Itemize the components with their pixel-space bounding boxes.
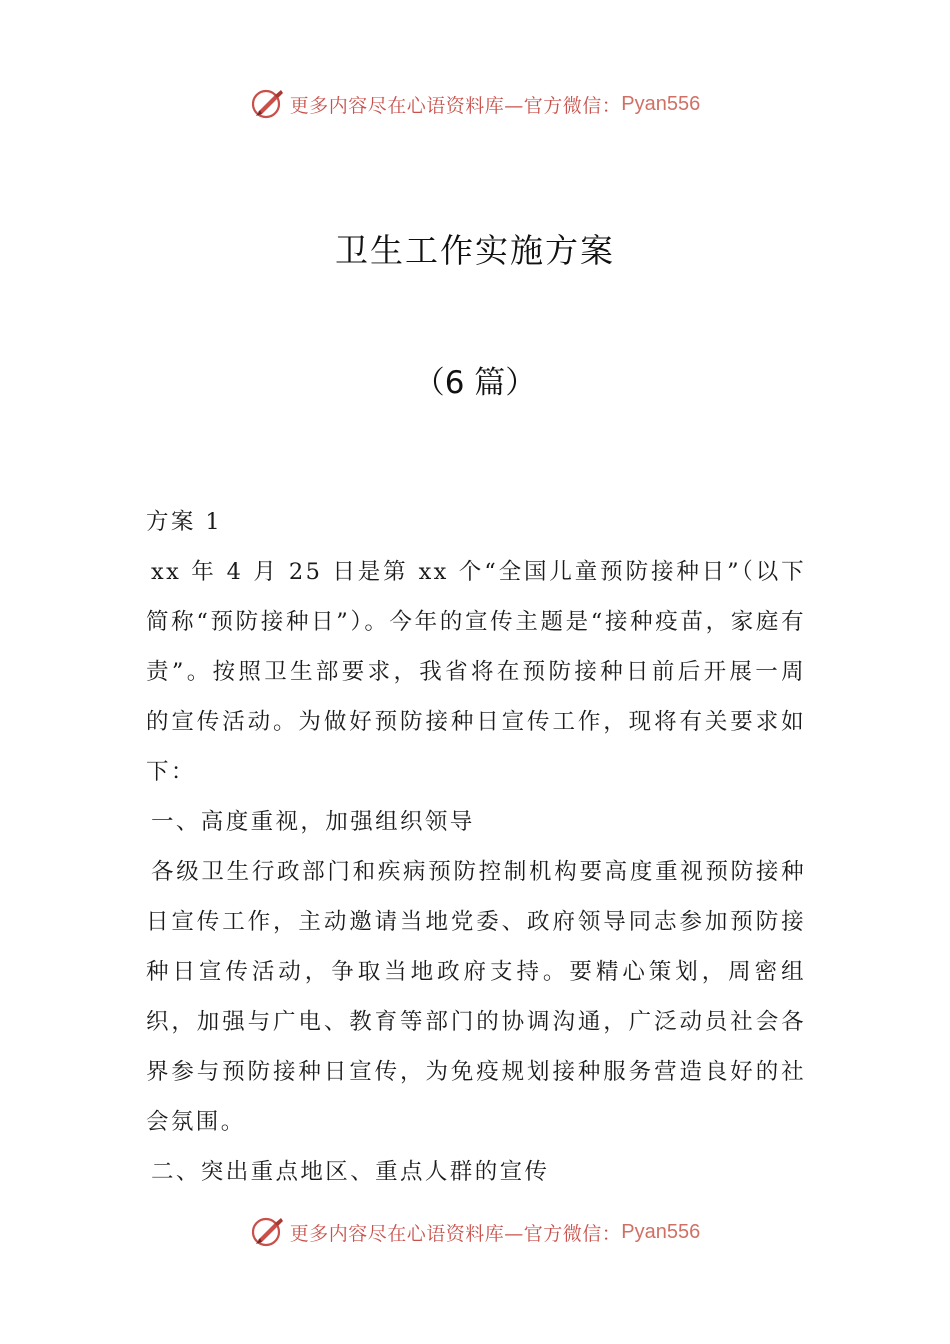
document-title: 卫生工作实施方案	[335, 231, 615, 270]
pen-logo-icon	[250, 1214, 286, 1250]
section-heading: 一、高度重视，加强组织领导	[151, 809, 475, 835]
paragraph: xx 年 4 月 25 日是第 xx 个“全国儿童预防接种日”（以下简称“预防接种日”）。今年的宣传主题是“接种疫苗，家庭有责”。按照卫生部要求，我省将在预防接种日前后开展一周的宣传活动。为做好预防接种日宣传工作，现将有关要求如下：	[146, 559, 806, 785]
watermark-wechat-id: Pyan556	[621, 92, 701, 115]
watermark-wechat-id: Pyan556	[621, 1220, 701, 1243]
watermark-text: 更多内容尽在心语资料库—官方微信：	[289, 94, 622, 117]
paragraph: 各级卫生行政部门和疾病预防控制机构要高度重视预防接种日宣传工作，主动邀请当地党委、政府领导同志参加预防接种日宣传活动，争取当地政府支持。要精心策划，周密组织，加强与广电、教育等部门的协调沟通，广泛动员社会各界参与预防接种日宣传，为免疫规划接种服务营造良好的社会氛围。	[146, 859, 806, 1135]
pen-logo-icon	[250, 86, 286, 122]
document-subtitle: （6 篇）	[413, 365, 537, 401]
document-body	[146, 497, 806, 1197]
section-heading: 方案 1	[146, 509, 223, 535]
watermark-banner-top	[0, 84, 950, 124]
section-heading: 二、突出重点地区、重点人群的宣传	[151, 1159, 550, 1185]
watermark-banner-bottom	[0, 1212, 950, 1252]
watermark-text: 更多内容尽在心语资料库—官方微信：	[289, 1222, 622, 1245]
